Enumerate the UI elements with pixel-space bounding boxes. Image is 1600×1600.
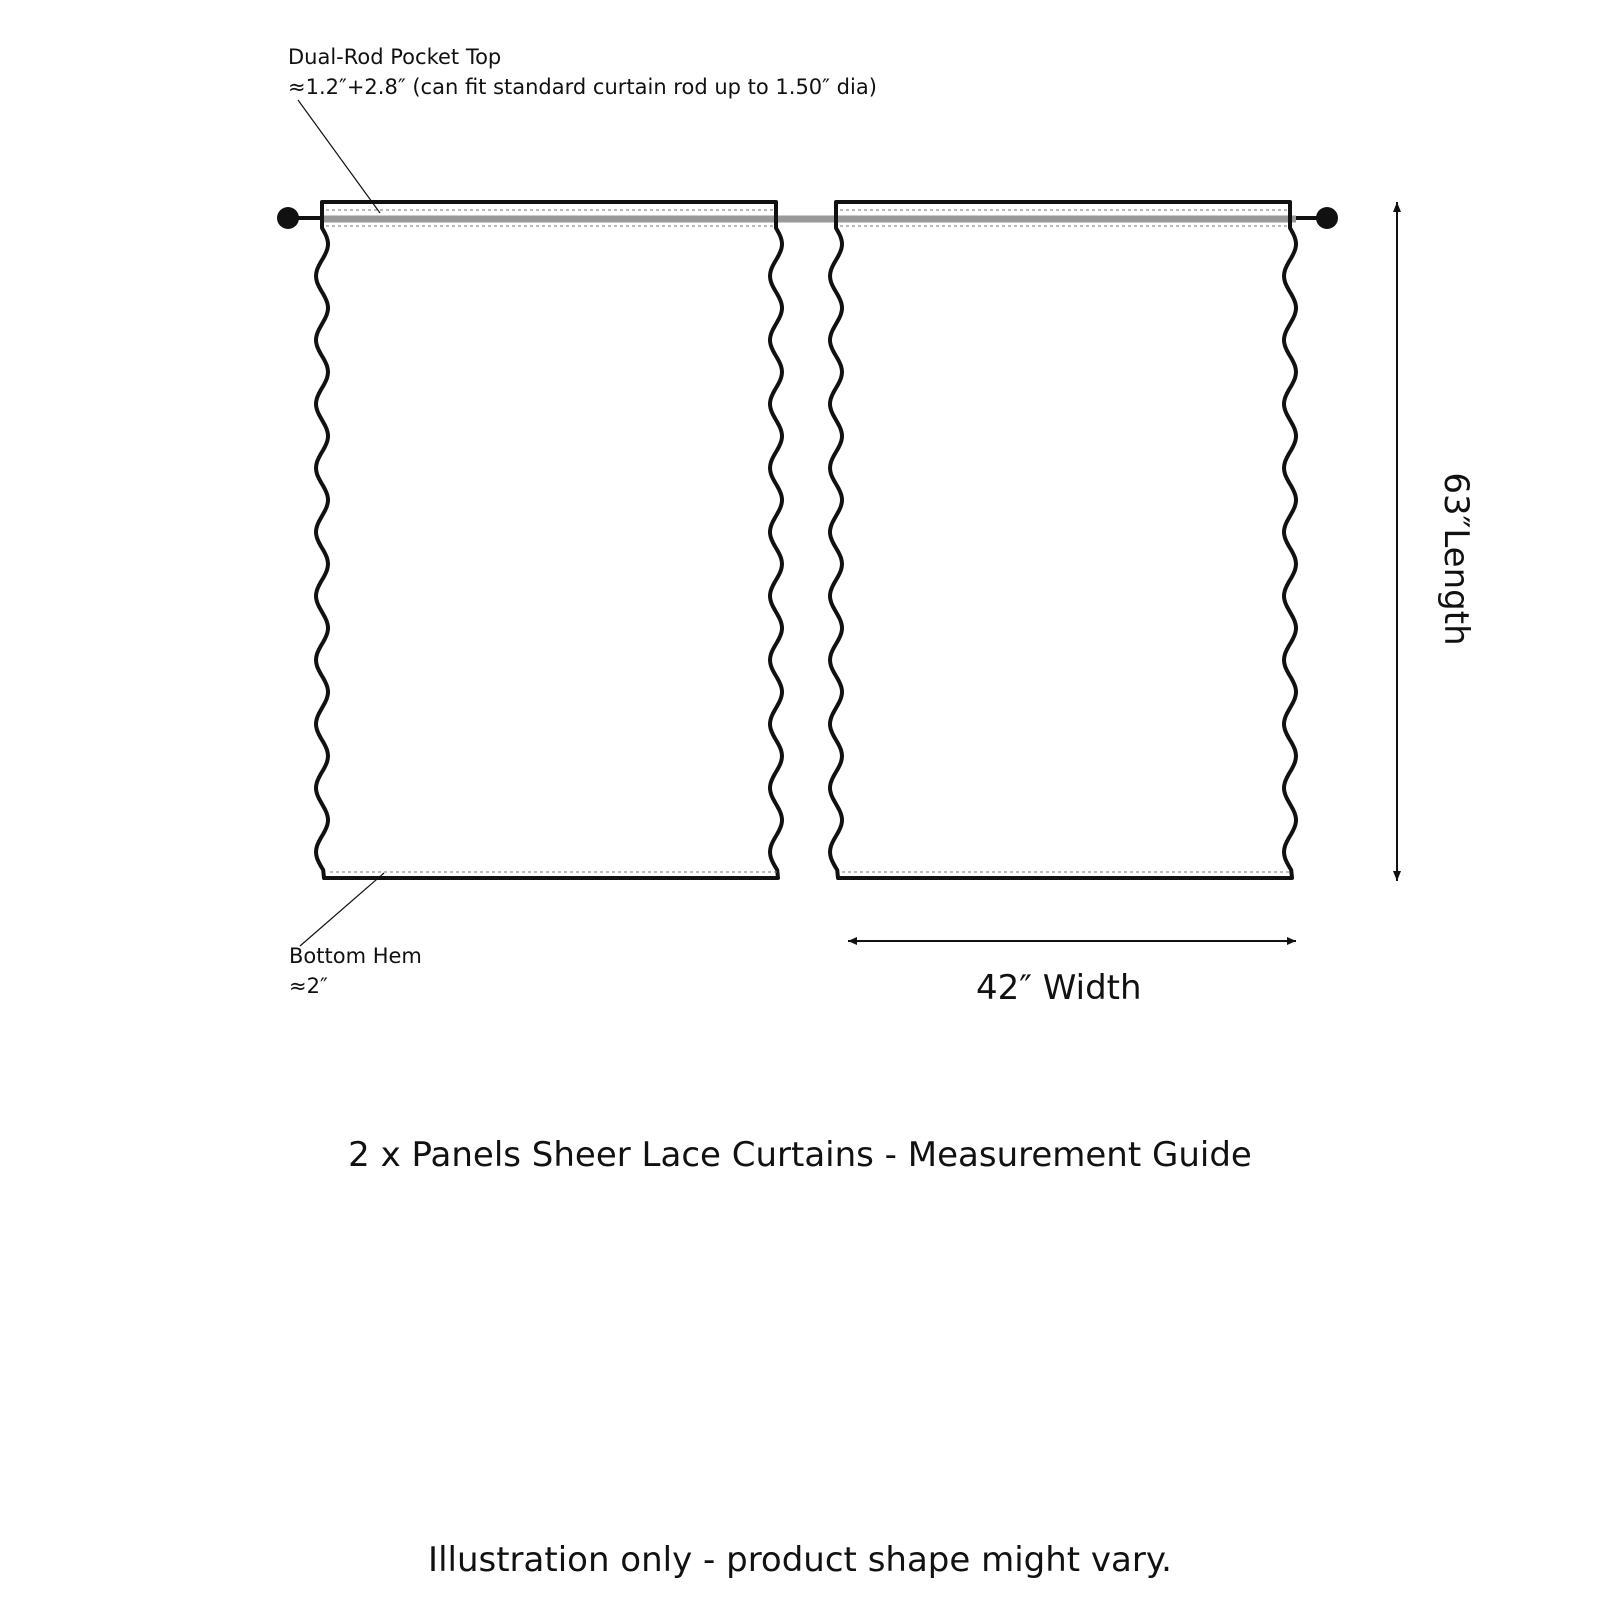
disclaimer-note: Illustration only - product shape might vary. — [428, 1540, 1172, 1580]
diagram-caption: 2 x Panels Sheer Lace Curtains - Measurement Guide — [348, 1135, 1252, 1175]
length-dimension-arrow — [1393, 202, 1401, 881]
length-label: 63″Length — [1436, 472, 1476, 646]
curtain-panel-left — [316, 202, 782, 878]
rod-finial-left — [277, 207, 299, 229]
width-label: 42″ Width — [976, 968, 1142, 1008]
bottom-hem-label — [289, 941, 422, 1001]
width-dimension-arrow — [848, 937, 1296, 945]
bottom-hem-title: Bottom Hem — [289, 944, 422, 968]
bottom-hem-detail: ≈2″ — [289, 974, 328, 998]
panel-left-outline — [316, 202, 782, 878]
rod-finial-right — [1316, 207, 1338, 229]
top-pocket-label — [288, 42, 877, 102]
top-pocket-detail: ≈1.2″+2.8″ (can fit standard curtain rod up to 1.50″ dia) — [288, 75, 877, 99]
top-pocket-title: Dual-Rod Pocket Top — [288, 45, 502, 69]
bottom-hem-leader-line — [300, 873, 384, 946]
panel-right-outline — [830, 202, 1296, 878]
curtain-panel-right — [830, 202, 1296, 878]
top-pocket-leader-line — [298, 100, 380, 213]
